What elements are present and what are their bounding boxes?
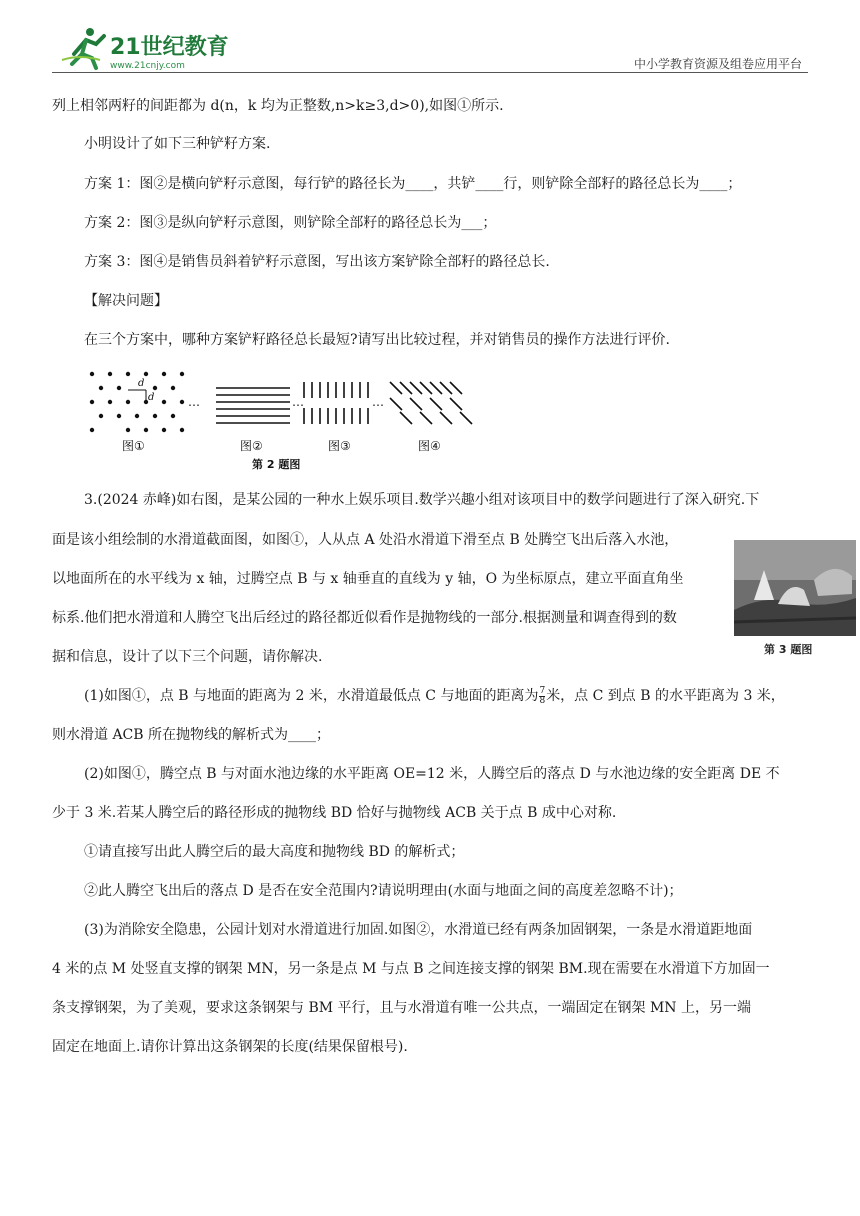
text-line: 小明设计了如下三种铲籽方案. xyxy=(84,136,271,152)
text-line: 少于 3 米.若某人腾空后的路径形成的抛物线 BD 恰好与抛物线 ACB 关于点 B 成中心对称. xyxy=(52,805,617,821)
header-divider xyxy=(52,72,808,73)
text-line: 4 米的点 M 处竖直支撑的钢架 MN，另一条是点 M 与点 B 之间连接支撑的钢架 BM.现在需要在水滑道下方加固一 xyxy=(52,961,770,977)
text-line: 据和信息，设计了以下三个问题，请你解决. xyxy=(52,649,323,665)
text-line: 3.(2024 赤峰)如右图，是某公园的一种水上娱乐项目.数学兴趣小组对该项目中的数学问题进行了深入研究.下 xyxy=(84,492,760,508)
fraction-numerator: 7 xyxy=(539,685,546,696)
figure-label: 图② xyxy=(240,439,263,453)
text-line: ②此人腾空飞出后的落点 D 是否在安全范围内?请说明理由(水面与地面之间的高度差忽略不计)； xyxy=(84,883,683,899)
logo-url: www.21cnjy.com xyxy=(110,61,185,71)
figure-2-panel-1 xyxy=(90,372,184,432)
figure-2-panel-3 xyxy=(304,382,368,424)
figure-caption: 第 3 题图 xyxy=(764,643,813,656)
figure-label: 图④ xyxy=(418,439,441,453)
d-label: d xyxy=(138,378,145,389)
text-line: 以地面所在的水平线为 x 轴，过腾空点 B 与 x 轴垂直的直线为 y 轴，O 为坐标原点，建立平面直角坐 xyxy=(52,571,684,587)
text-line: 固定在地面上.请你计算出这条钢架的长度(结果保留根号). xyxy=(52,1039,408,1055)
text-segment: 米，点 C 到点 B 的水平距离为 3 米， xyxy=(546,688,785,704)
text-line: 标系.他们把水滑道和人腾空飞出后经过的路径都近似看作是抛物线的一部分.根据测量和调查得到的数 xyxy=(52,610,677,626)
header-platform-label: 中小学教育资源及组卷应用平台 xyxy=(633,57,802,71)
text-line: 条支撑钢架，为了美观，要求这条钢架与 BM 平行，且与水滑道有唯一公共点，一端固定在钢架 MN 上，另一端 xyxy=(52,1000,752,1016)
site-logo xyxy=(60,24,235,72)
ellipsis: … xyxy=(372,395,384,409)
ellipsis: … xyxy=(188,395,200,409)
text-line: 方案 1：图②是横向铲籽示意图，每行铲的路径长为____，共铲____行，则铲除全部籽的路径总长为____； xyxy=(84,176,742,192)
figure-2-panel-2 xyxy=(216,388,290,423)
text-line: (3)为消除安全隐患，公园计划对水滑道进行加固.如图②，水滑道已经有两条加固钢架，一条是水滑道距地面 xyxy=(84,922,753,938)
section-heading: 【解决问题】 xyxy=(84,293,168,309)
figure-label: 图③ xyxy=(328,439,351,453)
text-line: 方案 2：图③是纵向铲籽示意图，则铲除全部籽的路径总长为___； xyxy=(84,215,497,231)
text-line: ①请直接写出此人腾空后的最大高度和抛物线 BD 的解析式； xyxy=(84,844,465,860)
figure-label: 图① xyxy=(122,439,145,453)
text-line: 方案 3：图④是销售员斜着铲籽示意图，写出该方案铲除全部籽的路径总长. xyxy=(84,254,550,270)
ellipsis: … xyxy=(292,395,304,409)
text-line: (2)如图①，腾空点 B 与对面水池边缘的水平距离 OE=12 米，人腾空后的落点 D 与水池边缘的安全距离 DE 不 xyxy=(84,766,780,782)
fraction-denominator: 8 xyxy=(539,695,546,706)
fraction-7-8 xyxy=(539,687,545,706)
figure-2-diagrams xyxy=(84,368,476,472)
figure-caption: 第 2 题图 xyxy=(252,458,301,471)
logo-text: 21世纪教育 xyxy=(110,35,229,60)
d-label: d xyxy=(148,392,155,403)
text-segment: (1)如图①，点 B 与地面的距离为 2 米，水滑道最低点 C 与地面的距离为 xyxy=(84,688,539,704)
text-line: 在三个方案中，哪种方案铲籽路径总长最短?请写出比较过程，并对销售员的操作方法进行评价. xyxy=(84,332,670,348)
text-line: 则水滑道 ACB 所在抛物线的解析式为____； xyxy=(52,727,331,743)
runner-icon xyxy=(62,28,104,68)
text-line: 面是该小组绘制的水滑道截面图，如图①，人从点 A 处沿水滑道下滑至点 B 处腾空飞出后落入水池， xyxy=(52,532,679,548)
figure-2-panel-4 xyxy=(390,382,472,424)
text-line: 列上相邻两籽的间距都为 d(n，k 均为正整数,n>k≥3,d>0),如图①所示. xyxy=(52,98,504,114)
figure-3-photo xyxy=(734,540,858,660)
text-line-with-fraction xyxy=(84,686,785,706)
